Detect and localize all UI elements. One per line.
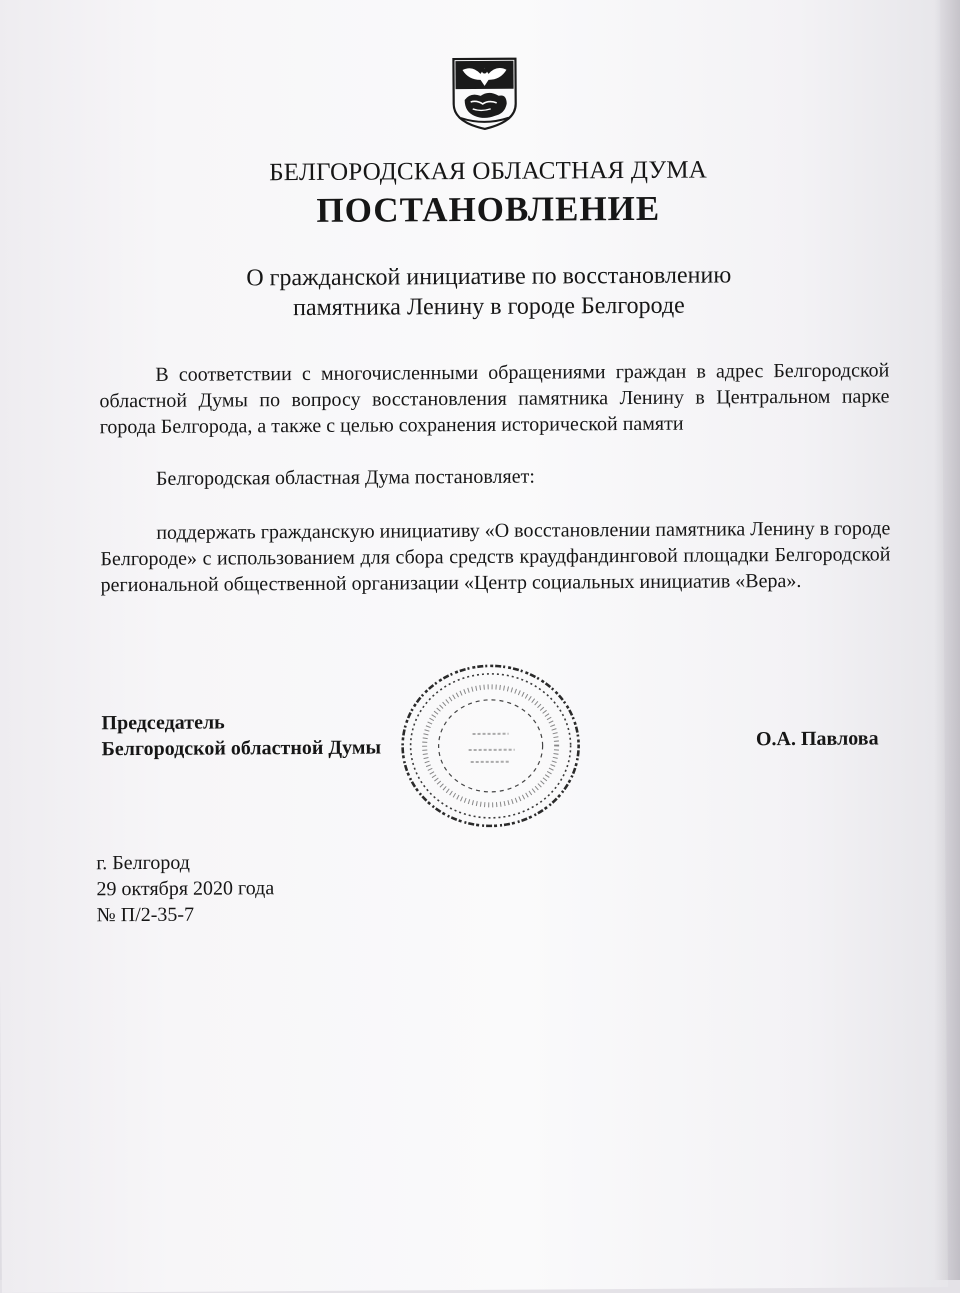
- body-paragraph-decision: поддержать гражданскую инициативу «О восстановлении памятника Ленину в городе Белгороде» с использованием для сбора средств краудфандинговой площадки Белгородской региональной общественной организации «Центр социальных инициатив «Вера».: [100, 517, 891, 597]
- round-seal-stamp: [390, 657, 591, 834]
- signatory-title: [101, 709, 381, 763]
- document-type: ПОСТАНОВЛЕНИЕ: [316, 188, 661, 230]
- document-place-date-number: [96, 849, 274, 928]
- coat-of-arms-icon: [450, 56, 518, 132]
- signatory-title-line: Белгородской областной Думы: [101, 736, 382, 761]
- document-subject: [0, 259, 960, 325]
- organization-name: БЕЛГОРОДСКАЯ ОБЛАСТНАЯ ДУМА: [269, 156, 708, 187]
- page-edge-shadow: [934, 0, 960, 1280]
- document-city: г. Белгород: [96, 851, 190, 875]
- subject-line: памятника Ленину в городе Белгороде: [292, 292, 685, 322]
- body-paragraph-preamble: В соответствии с многочисленными обращениями граждан в адрес Белгородской областной Думы по вопросу восстановления памятника Ленину в Центральном парке города Белгорода, а также с целью сохранения исторической памяти: [99, 359, 890, 439]
- signatory-name: О.А. Павлова: [755, 727, 879, 751]
- document-number: № П/2-35-7: [96, 903, 195, 927]
- signatory-title-line: Председатель: [101, 711, 225, 735]
- document-date: 29 октября 2020 года: [96, 877, 275, 901]
- body-paragraph-resolves: Белгородская областная Дума постановляет:: [155, 465, 535, 490]
- subject-line: О гражданской инициативе по восстановлению: [246, 262, 732, 292]
